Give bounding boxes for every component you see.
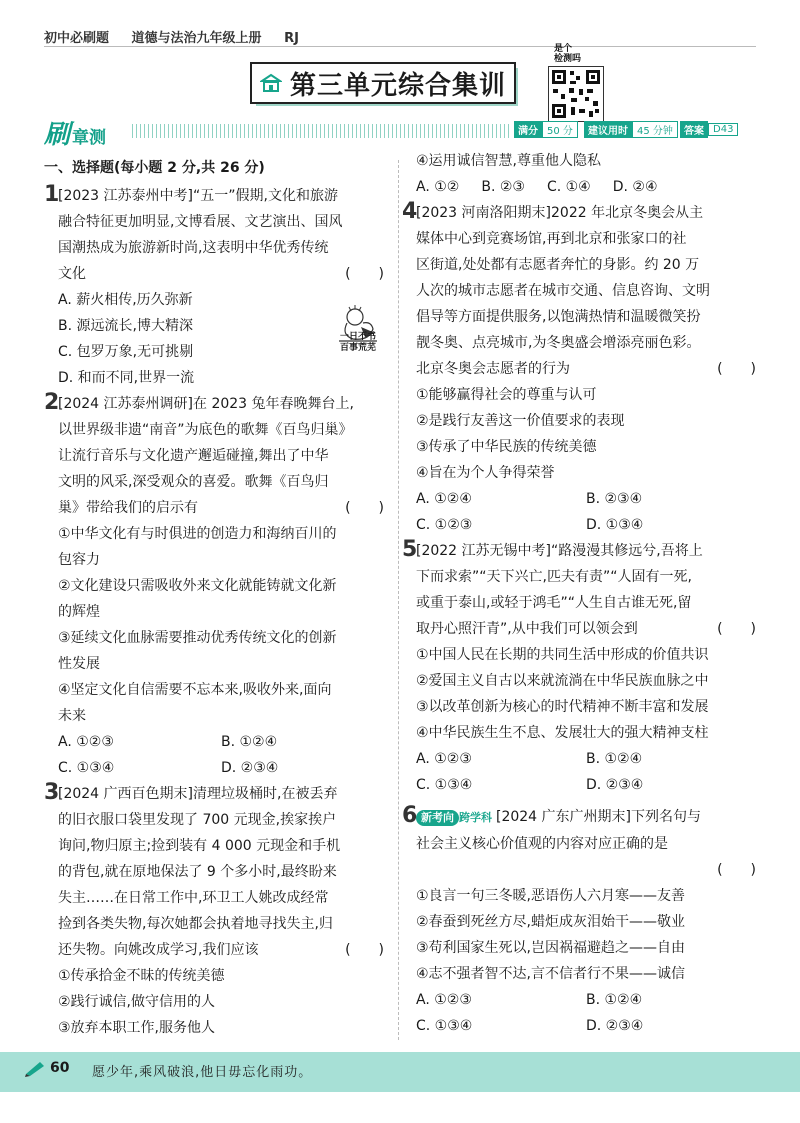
- question-number: 3: [44, 780, 60, 805]
- options-row: [416, 486, 756, 512]
- option-c[interactable]: C. ①④: [546, 179, 591, 195]
- option-b[interactable]: B. 源远流长,博大精深: [58, 318, 193, 334]
- statement-item: 包容力: [58, 552, 100, 568]
- statement-item: ①能够赢得社会的尊重与认可: [416, 387, 597, 403]
- statement-item: ③传承了中华民族的传统美德: [416, 439, 597, 455]
- question-number: 6: [402, 803, 418, 828]
- full-score-value: 50 分: [542, 121, 578, 138]
- statement-item: ②文化建设只需吸收外来文化就能铸就文化新: [58, 578, 337, 594]
- option-b[interactable]: B. ①②④: [586, 992, 643, 1008]
- question-text: 倡导等方面提供服务,以饱满热情和温暖微笑扮: [416, 309, 701, 325]
- brand-main: 刷: [44, 120, 71, 150]
- question-text: 文明的风采,深受观众的喜爱。歌舞《百鸟归: [58, 474, 329, 490]
- option-c[interactable]: C. 包罗万象,无可挑剔: [58, 344, 194, 360]
- option-c[interactable]: C. ①②③: [416, 517, 473, 533]
- question-4: [402, 199, 756, 538]
- answer-blank[interactable]: ( ): [345, 500, 384, 516]
- option-c[interactable]: C. ①③④: [416, 777, 473, 793]
- statement-item: ②爱国主义自古以来就流淌在中华民族血脉之中: [416, 673, 709, 689]
- question-text: 或重于泰山,或轻于鸿毛”“人生自古谁无死,留: [416, 595, 692, 611]
- option-b[interactable]: B. ②③: [481, 179, 525, 195]
- option-a[interactable]: A. ①②③: [416, 992, 472, 1008]
- options-row: [58, 755, 384, 781]
- statement-item: ④志不强者智不达,言不信者行不果——诚信: [416, 966, 685, 982]
- answer-blank[interactable]: ( ): [345, 942, 384, 958]
- options-row: [416, 1013, 756, 1039]
- qr-label-line1: 是个: [554, 44, 573, 54]
- question-text: 询问,物归原主;捡到装有 4 000 元现金和手机: [58, 838, 341, 854]
- statement-item: ①中华文化有与时俱进的创造力和海纳百川的: [58, 526, 337, 542]
- question-text: 还失物。向姚改成学习,我们应该 ( ): [58, 937, 384, 963]
- option-c[interactable]: C. ①③④: [58, 760, 115, 776]
- question-text: 下而求索”“天下兴亡,匹夫有责”“人固有一死,: [416, 569, 692, 585]
- option-d[interactable]: D. ①③④: [586, 517, 644, 533]
- answer-blank-row: [416, 857, 756, 883]
- question-text: 让流行音乐与文化遗产邂逅碰撞,舞出了中华: [58, 448, 329, 464]
- question-text: 区街道,处处都有志愿者奔忙的身影。约 20 万: [416, 257, 700, 273]
- options-row: [58, 729, 384, 755]
- statement-item: ④中华民族生生不息、发展壮大的强大精神支柱: [416, 725, 709, 741]
- statement-item: ③延续文化血脉需要推动优秀传统文化的创新: [58, 630, 337, 646]
- question-text: 媒体中心到竞赛场馆,再到北京和张家口的社: [416, 231, 687, 247]
- option-a[interactable]: A. ①②③: [58, 734, 114, 750]
- statement-item: ①良言一句三冬暖,恶语伤人六月寒——友善: [416, 888, 685, 904]
- qr-label-line2: 检测吗: [554, 54, 582, 64]
- right-column: [402, 148, 756, 1039]
- new-trend-tag: 新考向: [416, 810, 459, 826]
- options-row: [416, 174, 756, 200]
- question-text: 国潮热成为旅游新时尚,这表明中华优秀传统: [58, 240, 329, 256]
- options-row: [416, 987, 756, 1013]
- school-icon: [260, 72, 282, 94]
- question-text: 的旧衣服口袋里发现了 700 元现金,挨家挨户: [58, 812, 337, 828]
- time-badge: [584, 121, 678, 137]
- question-text: 社会主义核心价值观的内容对应正确的是: [416, 836, 668, 852]
- question-text: 捡到各类失物,每次她都会执着地寻找失主,归: [58, 916, 333, 932]
- option-d[interactable]: D. 和而不同,世界一流: [58, 370, 195, 386]
- question-text: 取丹心照汗青”,从中我们可以领会到 ( ): [416, 616, 756, 642]
- option-b[interactable]: B. ①②④: [221, 734, 278, 750]
- options-row: [416, 746, 756, 772]
- statement-item: 未来: [58, 708, 86, 724]
- statement-item: 的辉煌: [58, 604, 100, 620]
- question-number: 4: [402, 199, 418, 224]
- statement-item: ③放弃本职工作,服务他人: [58, 1020, 216, 1036]
- option-a[interactable]: A. 薪火相传,历久弥新: [58, 292, 193, 308]
- options-row: [416, 772, 756, 798]
- pencil-icon: [24, 1058, 48, 1078]
- qr-label: [554, 44, 581, 64]
- question-text: 人次的城市志愿者在城市交通、信息咨询、文明: [416, 283, 710, 299]
- question-5: [402, 537, 756, 798]
- series-name: 初中必刷题: [44, 31, 110, 46]
- cross-subject-tag: 跨学科: [459, 811, 492, 824]
- statement-item: ②春蚕到死丝方尽,蜡炬成灰泪始干——敬业: [416, 914, 685, 930]
- option-b[interactable]: B. ②③④: [586, 491, 643, 507]
- question-text: 巢》带给我们的启示有 ( ): [58, 495, 384, 521]
- chapter-test-brand: [44, 114, 134, 150]
- time-value: 45 分钟: [632, 121, 678, 138]
- subject-name: 道德与法治九年级上册: [131, 31, 262, 46]
- option-d[interactable]: D. ②③④: [586, 777, 644, 793]
- statement-item: ④旨在为个人争得荣誉: [416, 465, 555, 481]
- question-2: [44, 390, 384, 781]
- answer-blank[interactable]: ( ): [345, 266, 384, 282]
- time-label: 建议用时: [584, 121, 632, 138]
- header-divider: [44, 46, 756, 47]
- section-title: 一、选择题(每小题 2 分,共 26 分): [44, 160, 265, 176]
- question-text: [2022 江苏无锡中考]“路漫漫其修远兮,吾将上: [416, 543, 703, 559]
- question-text: 靓冬奥、点亮城市,为冬奥盛会增添亮丽色彩。: [416, 335, 701, 351]
- page-number: 60: [50, 1060, 70, 1076]
- question-text: 新考向 跨学科 [2024 广东广州期末]下列名句与: [416, 804, 756, 831]
- option-a[interactable]: A. ①②③: [416, 751, 472, 767]
- statement-item: ③苟利国家生死以,岂因祸福避趋之——自由: [416, 940, 685, 956]
- answer-badge: [680, 121, 738, 137]
- answer-blank[interactable]: ( ): [717, 862, 756, 878]
- question-6: [402, 803, 756, 1039]
- answer-page: D43: [708, 123, 738, 136]
- option-c[interactable]: C. ①③④: [416, 1018, 473, 1034]
- statement-item: ①传承拾金不昧的传统美德: [58, 968, 225, 984]
- unit-title: 第三单元综合集训: [289, 70, 506, 101]
- full-score-badge: [514, 121, 578, 137]
- option-a[interactable]: A. ①②④: [416, 491, 472, 507]
- question-text: 失主……在日常工作中,环卫工人姚改成经常: [58, 890, 329, 906]
- question-text: [2024 江苏泰州调研]在 2023 兔年春晚舞台上,: [58, 396, 354, 412]
- answer-blank[interactable]: ( ): [717, 361, 756, 377]
- question-text: [2023 河南洛阳期末]2022 年北京冬奥会从主: [416, 205, 704, 221]
- left-column: [44, 155, 384, 1041]
- column-divider: [398, 160, 399, 1040]
- series-header: [44, 27, 317, 46]
- doodle-caption-line: 百事荒芜: [339, 343, 376, 353]
- question-text: 融合特征更加明显,文博看展、文艺演出、国风: [58, 214, 343, 230]
- doodle-caption: [333, 332, 383, 354]
- question-3: [44, 780, 384, 1041]
- statement-item: ④运用诚信智慧,尊重他人隐私: [416, 153, 602, 169]
- question-number: 1: [44, 182, 60, 207]
- statement-item: ②践行诚信,做守信用的人: [58, 994, 216, 1010]
- question-text: [2024 广西百色期末]清理垃圾桶时,在被丢弃: [58, 786, 338, 802]
- qr-code-icon[interactable]: [548, 66, 604, 122]
- option-d[interactable]: D. ②③④: [586, 1018, 644, 1034]
- option-d[interactable]: D. ②④: [612, 179, 658, 195]
- question-text: [2023 江苏泰州中考]“五一”假期,文化和旅游: [58, 188, 338, 204]
- footer-motto: 愿少年,乘风破浪,他日毋忘化雨功。: [92, 1065, 313, 1080]
- question-number: 2: [44, 390, 60, 415]
- options-row: [416, 512, 756, 538]
- statement-item: ②是践行友善这一价值要求的表现: [416, 413, 625, 429]
- doodle-caption-line: 一日不书: [339, 332, 376, 342]
- unit-title-box: [250, 62, 516, 104]
- question-text: 文化 ( ): [58, 261, 384, 287]
- brand-sub: 章测: [72, 128, 107, 148]
- option-d[interactable]: D. ②③④: [221, 760, 279, 776]
- statement-item: ③以改革创新为核心的时代精神不断丰富和发展: [416, 699, 709, 715]
- statement-item: ④坚定文化自信需要不忘本来,吸收外来,面向: [58, 682, 332, 698]
- question-text: 北京冬奥会志愿者的行为 ( ): [416, 356, 756, 382]
- statement-item: 性发展: [58, 656, 100, 672]
- answer-blank[interactable]: ( ): [717, 621, 756, 637]
- question-text: 的背包,就在原地保法了 9 个多小时,最终盼来: [58, 864, 337, 880]
- question-text: 以世界级非遗“南音”为底色的歌舞《百鸟归巢》: [58, 422, 353, 438]
- question-number: 5: [402, 537, 418, 562]
- option-a[interactable]: A. ①②: [416, 179, 460, 195]
- statement-item: ①中国人民在长期的共同生活中形成的价值共识: [416, 647, 709, 663]
- full-score-label: 满分: [514, 121, 542, 138]
- decorative-stripe: [132, 124, 510, 138]
- option-b[interactable]: B. ①②④: [586, 751, 643, 767]
- answer-label: 答案: [680, 121, 708, 138]
- edition-label: RJ: [284, 31, 299, 46]
